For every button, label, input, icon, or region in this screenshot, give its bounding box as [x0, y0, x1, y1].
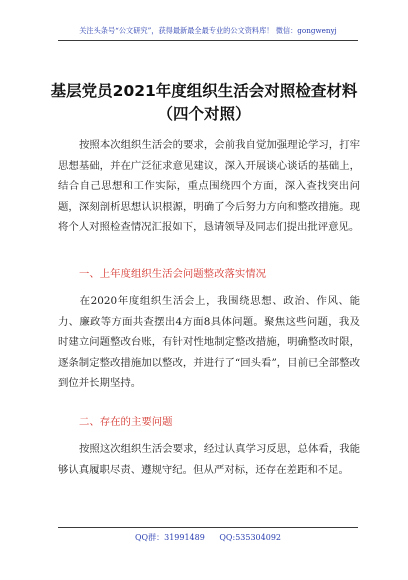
qq-text: QQ:535304092 [219, 533, 281, 542]
footer-divider [58, 527, 358, 528]
section-1-text: 在2020年度组织生活会上，我围绕思想、政治、作风、能力、廉政等方面共查摆出4方面8具体问题。聚焦这些问题，我及时建立问题整改台账，有针对性地制定整改措施，明确整改时限，逐条制定整改措施加以整改，并进行了“回头看”，目前已全部整改到位并长期坚持。 [58, 295, 360, 390]
qq-group-text: QQ群：31991489 [134, 533, 205, 542]
section-2-paragraph [58, 439, 360, 480]
section-1-paragraph [58, 291, 360, 394]
footer-contact [58, 532, 358, 543]
section-1-heading: 一、上年度组织生活会问题整改落实情况 [79, 268, 267, 280]
section-2-text: 按照这次组织生活会要求，经过认真学习反思，总体看，我能够认真履职尽责、遵规守纪。但从严对标，还存在差距和不足。 [58, 443, 360, 476]
title-line-2: （四个对照） [157, 105, 251, 123]
title-line-1: 基层党员2021年度组织生活会对照检查材料 [50, 82, 358, 100]
section-2-heading: 二、存在的主要问题 [79, 416, 173, 428]
header-note: 关注头条号“公文研究”，获得最新最全最专业的公文资料库！ 微信：gongwenyj [79, 26, 337, 35]
intro-paragraph [58, 135, 360, 238]
intro-text: 按照本次组织生活会的要求，会前我自觉加强理论学习，打牢思想基础，并在广泛征求意见建议，深入开展谈心谈话的基础上，结合自己思想和工作实际，重点围绕四个方面，深入查找突出问题，深刻剖析思想认识根源，明确了今后努力方向和整改措施。现将个人对照检查情况汇报如下，恳请领导及同志们提出批评意见。 [58, 139, 360, 234]
header-divider [58, 40, 358, 41]
document-title [30, 80, 378, 126]
